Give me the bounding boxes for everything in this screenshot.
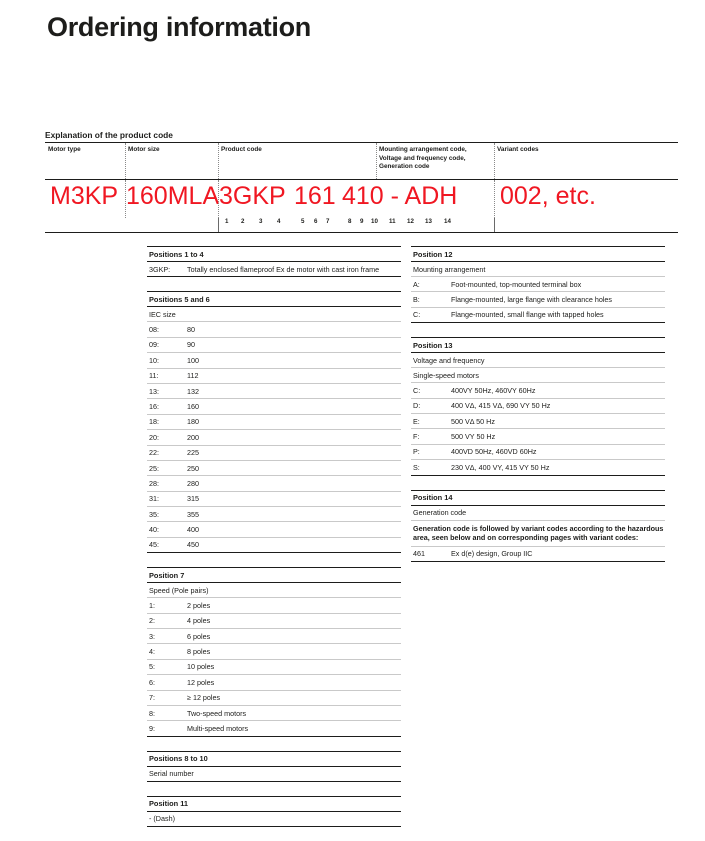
product-code-column-label: Variant codes bbox=[497, 146, 539, 153]
row-code: 461 bbox=[413, 549, 425, 559]
table-row bbox=[147, 675, 401, 690]
section-position-14 bbox=[411, 490, 665, 563]
table-row bbox=[147, 369, 401, 384]
row-desc: 6 poles bbox=[187, 631, 211, 641]
table-row bbox=[147, 476, 401, 491]
row-desc: Flange-mounted, large flange with clearance holes bbox=[451, 294, 613, 304]
row-code: 9: bbox=[149, 723, 155, 733]
section-positions-8-10 bbox=[147, 751, 401, 782]
generation-code-note: Generation code is followed by variant codes according to the hazardous area, seen below and on corresponding pages with variant codes: bbox=[411, 521, 665, 547]
row-code: 40: bbox=[149, 525, 159, 535]
row-code: S: bbox=[413, 462, 420, 472]
column-divider bbox=[494, 218, 495, 232]
row-desc: 225 bbox=[187, 448, 199, 458]
table-row bbox=[147, 461, 401, 476]
row-code: F: bbox=[413, 431, 420, 441]
column-divider bbox=[218, 143, 219, 179]
table-row bbox=[147, 538, 401, 552]
position-number: 5 bbox=[301, 218, 305, 225]
table-row bbox=[147, 598, 401, 613]
row-desc: 90 bbox=[187, 340, 195, 350]
section-end-rule bbox=[147, 276, 401, 277]
section-end-rule bbox=[147, 781, 401, 782]
table-row bbox=[147, 338, 401, 353]
table-row bbox=[147, 384, 401, 399]
row-desc: Two-speed motors bbox=[187, 708, 247, 718]
table-row bbox=[147, 721, 401, 735]
position-number: 10 bbox=[371, 218, 378, 225]
row-code: 6: bbox=[149, 677, 155, 687]
divider-bottom bbox=[45, 232, 678, 233]
row-code: 18: bbox=[149, 417, 159, 427]
table-row bbox=[147, 430, 401, 445]
row-code: 35: bbox=[149, 509, 159, 519]
section-end-rule bbox=[147, 826, 401, 827]
section-title: Position 12 bbox=[411, 246, 665, 262]
position-number: 1 bbox=[225, 218, 229, 225]
column-divider bbox=[494, 180, 495, 218]
table-row bbox=[411, 383, 665, 398]
position-number: 11 bbox=[389, 218, 396, 225]
row-desc: 400VD 50Hz, 460VD 60Hz bbox=[451, 447, 537, 457]
section-end-rule bbox=[411, 561, 665, 562]
row-desc: 400VY 50Hz, 460VY 60Hz bbox=[451, 385, 536, 395]
row-desc: 355 bbox=[187, 509, 199, 519]
section-subtitle-2: Single-speed motors bbox=[411, 368, 665, 383]
table-row bbox=[411, 429, 665, 444]
table-row bbox=[411, 308, 665, 322]
row-code: 3: bbox=[149, 631, 155, 641]
section-subtitle: - (Dash) bbox=[149, 814, 175, 824]
table-row bbox=[411, 460, 665, 474]
left-column bbox=[147, 246, 401, 841]
position-number: 14 bbox=[444, 218, 451, 225]
section-title: Positions 5 and 6 bbox=[147, 291, 401, 307]
row-code: 1: bbox=[149, 600, 155, 610]
table-row bbox=[411, 414, 665, 429]
table-row bbox=[147, 446, 401, 461]
section-title: Position 7 bbox=[147, 567, 401, 583]
row-desc: 450 bbox=[187, 540, 199, 550]
section-title: Position 13 bbox=[411, 337, 665, 353]
table-row bbox=[147, 507, 401, 522]
row-code: 8: bbox=[149, 708, 155, 718]
product-code-segment: M3KP bbox=[50, 182, 119, 210]
row-desc: ≥ 12 poles bbox=[187, 693, 221, 703]
speed-table bbox=[147, 598, 401, 736]
position-number: 3 bbox=[259, 218, 263, 225]
position-number: 4 bbox=[277, 218, 281, 225]
column-divider bbox=[218, 180, 219, 218]
section-subtitle: Mounting arrangement bbox=[411, 262, 665, 277]
position-number: 12 bbox=[407, 218, 414, 225]
row-desc: 112 bbox=[187, 371, 199, 381]
row-code: 3GKP: bbox=[149, 264, 171, 274]
voltage-table bbox=[411, 383, 665, 474]
row-desc: 230 VΔ, 400 VY, 415 VY 50 Hz bbox=[451, 462, 550, 472]
row-code: 11: bbox=[149, 371, 159, 381]
row-code: C: bbox=[413, 385, 421, 395]
table-row bbox=[147, 522, 401, 537]
row-desc: 2 poles bbox=[187, 600, 211, 610]
row-desc: 200 bbox=[187, 432, 199, 442]
section-title: Position 14 bbox=[411, 490, 665, 506]
table-row bbox=[147, 644, 401, 659]
row-desc: 250 bbox=[187, 463, 199, 473]
table-row bbox=[411, 277, 665, 292]
section-end-rule bbox=[411, 475, 665, 476]
row-desc: 132 bbox=[187, 386, 199, 396]
table-row bbox=[147, 691, 401, 706]
section-positions-1-4 bbox=[147, 246, 401, 277]
table-row bbox=[147, 629, 401, 644]
row-code: 08: bbox=[149, 324, 159, 334]
position-number: 2 bbox=[241, 218, 245, 225]
product-code-position-numbers bbox=[45, 218, 678, 232]
row-desc: 500 VΔ 50 Hz bbox=[451, 416, 495, 426]
position-number: 8 bbox=[348, 218, 352, 225]
product-code-segment: 3GKP bbox=[219, 182, 286, 210]
table-row bbox=[411, 445, 665, 460]
product-code-column-label: Product code bbox=[221, 146, 262, 153]
product-code-explanation bbox=[45, 130, 678, 233]
row-desc: 10 poles bbox=[187, 662, 215, 672]
product-code-column-label: Mounting arrangement code, Voltage and frequency code, Generation code bbox=[379, 146, 467, 171]
table-row bbox=[411, 292, 665, 307]
section-position-12 bbox=[411, 246, 665, 323]
variant-code-table bbox=[411, 547, 665, 561]
column-divider bbox=[125, 143, 126, 179]
product-code-segment: 160MLA bbox=[126, 182, 220, 210]
product-code-column-label: Motor size bbox=[128, 146, 160, 153]
section-title: Positions 8 to 10 bbox=[147, 751, 401, 767]
row-desc: 4 poles bbox=[187, 616, 211, 626]
product-code-header-row bbox=[45, 143, 678, 179]
row-desc: 315 bbox=[187, 494, 199, 504]
section-subtitle: Generation code bbox=[411, 506, 665, 521]
position-number: 6 bbox=[314, 218, 318, 225]
row-code: 7: bbox=[149, 693, 155, 703]
section-positions-5-6 bbox=[147, 291, 401, 553]
table-row bbox=[147, 706, 401, 721]
iec-size-table bbox=[147, 322, 401, 552]
section-subtitle: Speed (Pole pairs) bbox=[147, 583, 401, 598]
row-code: 45: bbox=[149, 540, 159, 550]
product-code-segment: 002, etc. bbox=[500, 182, 596, 210]
row-code: 13: bbox=[149, 386, 159, 396]
row-desc: 500 VY 50 Hz bbox=[451, 431, 496, 441]
section-position-13 bbox=[411, 337, 665, 475]
row-code: 25: bbox=[149, 463, 159, 473]
row-code: 4: bbox=[149, 647, 155, 657]
table-row bbox=[147, 660, 401, 675]
position-number: 9 bbox=[360, 218, 364, 225]
section-subtitle: IEC size bbox=[147, 307, 401, 322]
table-row bbox=[147, 415, 401, 430]
column-divider bbox=[218, 218, 219, 232]
row-desc: Foot-mounted, top-mounted terminal box bbox=[451, 279, 582, 289]
section-subtitle: Serial number bbox=[149, 769, 194, 779]
row-code: 16: bbox=[149, 401, 159, 411]
row-code: E: bbox=[413, 416, 420, 426]
row-desc: 100 bbox=[187, 355, 199, 365]
row-code: A: bbox=[413, 279, 420, 289]
table-row bbox=[147, 492, 401, 507]
table-row bbox=[147, 614, 401, 629]
row-desc: 280 bbox=[187, 478, 199, 488]
row-desc: Multi-speed motors bbox=[187, 723, 249, 733]
table-row bbox=[411, 547, 665, 561]
position-number: 7 bbox=[326, 218, 330, 225]
section-end-rule bbox=[147, 736, 401, 737]
row-desc: 80 bbox=[187, 324, 195, 334]
row-code: 5: bbox=[149, 662, 155, 672]
mounting-table bbox=[411, 277, 665, 322]
row-code: 31: bbox=[149, 494, 159, 504]
product-code-segment: 161 bbox=[294, 182, 336, 210]
position-number: 13 bbox=[425, 218, 432, 225]
row-desc: Flange-mounted, small flange with tapped holes bbox=[451, 310, 604, 320]
section-title: Positions 1 to 4 bbox=[147, 246, 401, 262]
row-code: 10: bbox=[149, 355, 159, 365]
row-desc: 12 poles bbox=[187, 677, 215, 687]
table-row bbox=[147, 353, 401, 368]
page-title: Ordering information bbox=[47, 12, 312, 42]
row-desc: 400 bbox=[187, 525, 199, 535]
row-code: 20: bbox=[149, 432, 159, 442]
column-divider bbox=[494, 143, 495, 179]
row-desc: Totally enclosed flameproof Ex de motor with cast iron frame bbox=[187, 264, 380, 274]
section-subtitle: Voltage and frequency bbox=[411, 353, 665, 368]
product-code-caption: Explanation of the product code bbox=[45, 130, 173, 140]
row-code: D: bbox=[413, 401, 421, 411]
section-title: Position 11 bbox=[147, 796, 401, 812]
row-code: 09: bbox=[149, 340, 159, 350]
product-code-column-label: Motor type bbox=[48, 146, 81, 153]
table-row bbox=[147, 399, 401, 414]
row-code: 2: bbox=[149, 616, 155, 626]
product-code-example bbox=[45, 180, 678, 218]
table-row bbox=[147, 262, 401, 276]
row-desc: Ex d(e) design, Group IIC bbox=[451, 549, 533, 559]
table-row bbox=[411, 399, 665, 414]
row-code: B: bbox=[413, 294, 420, 304]
section-position-11 bbox=[147, 796, 401, 827]
row-code: P: bbox=[413, 447, 420, 457]
column-divider bbox=[376, 143, 377, 179]
right-column bbox=[411, 246, 665, 576]
section-position-7 bbox=[147, 567, 401, 737]
column-divider bbox=[125, 180, 126, 218]
row-desc: 180 bbox=[187, 417, 199, 427]
row-desc: 8 poles bbox=[187, 647, 211, 657]
section-end-rule bbox=[411, 322, 665, 323]
row-code: 22: bbox=[149, 448, 159, 458]
row-desc: 160 bbox=[187, 401, 199, 411]
row-code: 28: bbox=[149, 478, 159, 488]
row-desc: 400 VΔ, 415 VΔ, 690 VY 50 Hz bbox=[451, 401, 551, 411]
table-row bbox=[147, 322, 401, 337]
product-code-segment: 410 - ADH bbox=[342, 182, 458, 210]
row-code: C: bbox=[413, 310, 421, 320]
section-end-rule bbox=[147, 552, 401, 553]
